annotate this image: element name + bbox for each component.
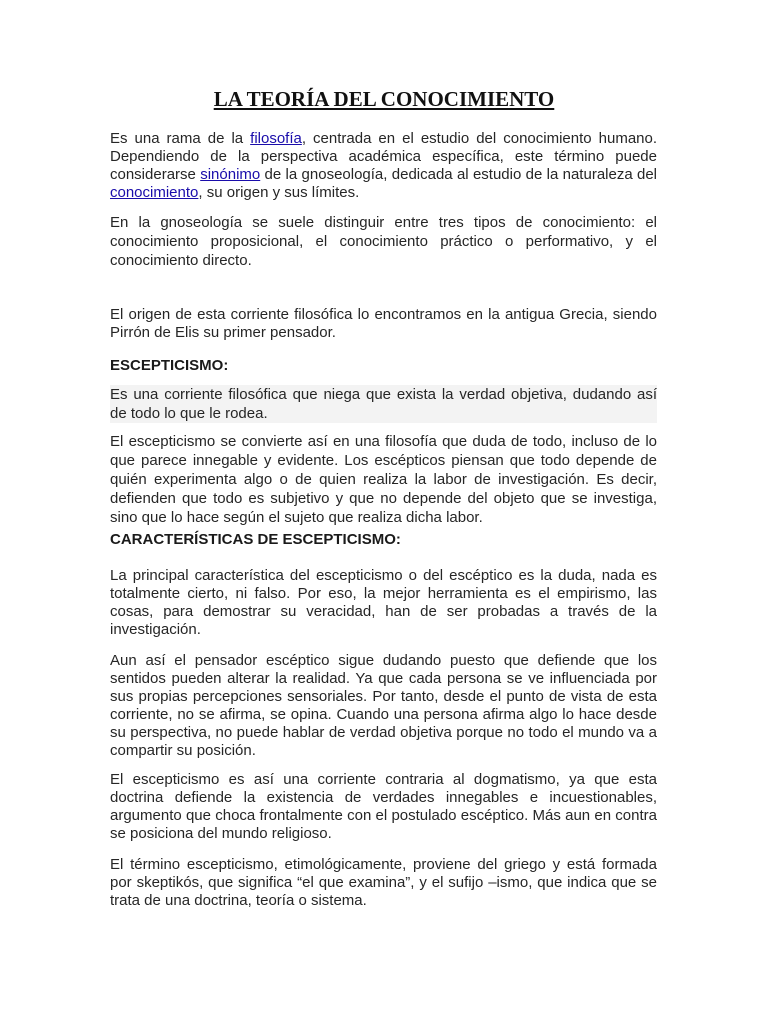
intro-text-2: , centrada en el estudio del conocimiento humano. Dependiendo de la perspectiva académica específica, este término puede considerarse [110, 130, 658, 183]
caracteristicas-paragraph-3: El escepticismo es así una corriente contraria al dogmatismo, ya que esta doctrina defiende la existencia de verdades innegables e incuestionables, argumento que choca frontalmente con el postulado escéptico. Más aun en contra se posiciona del mundo religioso. [110, 771, 657, 842]
conocimiento-link[interactable]: conocimiento [110, 184, 199, 201]
sinonimo-link[interactable]: sinónimo [200, 166, 261, 183]
intro-paragraph [110, 130, 657, 202]
intro-text-3: de la gnoseología, dedicada al estudio de la naturaleza del [260, 166, 658, 183]
filosofia-link[interactable]: filosofía [250, 130, 302, 147]
caracteristicas-paragraph-4: El término escepticismo, etimológicamente, proviene del griego y está formada por skeptikós, que significa “el que examina”, y el sufijo –ismo, que indica que se trata de una doctrina, teoría o sistema. [110, 856, 657, 909]
page-title: LA TEORÍA DEL CONOCIMIENTO [213, 87, 555, 111]
caracteristicas-heading: CARACTERÍSTICAS DE ESCEPTICISMO: [110, 531, 401, 548]
caracteristicas-paragraph-2: Aun así el pensador escéptico sigue dudando puesto que defiende que los sentidos pueden alterar la realidad. Ya que cada persona se ve influenciada por sus propias percepciones sensoriales. Por tanto, desde el punto de vista de esta corriente, no se afirma, se opina. Cuando una persona afirma algo lo hace desde su perspectiva, no puede hablar de verdad objetiva porque no todo el mundo va a compartir su posición. [110, 652, 657, 759]
escepticismo-filosofia-paragraph: El escepticismo se convierte así en una filosofía que duda de todo, incluso de lo que parece innegable y evidente. Los escépticos piensan que todo depende de quién experimenta algo o de quien realiza la labor de investigación. Es decir, defienden que todo es subjetivo y que no depende del objeto que se investiga, sino que lo hace según el sujeto que realiza dicha labor. [110, 433, 657, 526]
tipos-paragraph: En la gnoseología se suele distinguir entre tres tipos de conocimiento: el conocimiento proposicional, el conocimiento práctico o performativo, y el conocimiento directo. [110, 214, 657, 269]
caracteristicas-paragraph-1: La principal característica del escepticismo o del escéptico es la duda, nada es totalmente cierto, ni falso. Por eso, la mejor herramienta es el empirismo, las cosas, para demostrar su veracidad, han de ser probadas a través de la investigación. [110, 567, 657, 638]
escepticismo-heading: ESCEPTICISMO: [110, 357, 229, 374]
intro-text-1: Es una rama de la [110, 130, 251, 147]
origen-paragraph: El origen de esta corriente filosófica lo encontramos en la antigua Grecia, siendo Pirrón de Elis su primer pensador. [110, 306, 657, 341]
escepticismo-definition: Es una corriente filosófica que niega que exista la verdad objetiva, dudando así de todo lo que le rodea. [110, 386, 657, 422]
intro-text-4: , su origen y sus límites. [198, 184, 360, 201]
